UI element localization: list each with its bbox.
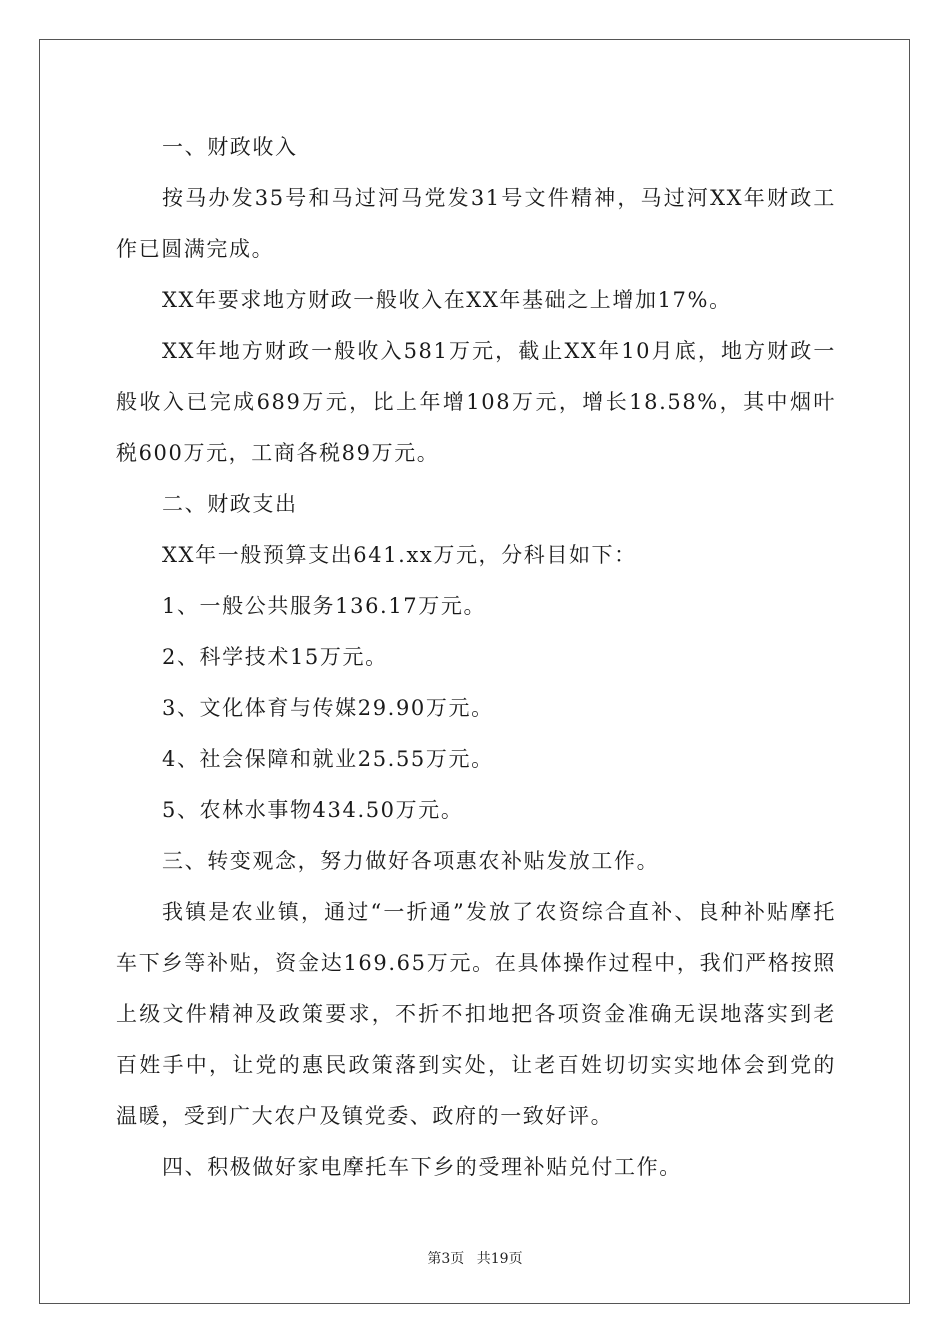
heading-fiscal-revenue: 一、财政收入 <box>162 135 298 159</box>
paragraph: XX年要求地方财政一般收入在XX年基础之上增加17%。 <box>162 288 732 312</box>
heading-appliance-subsidy: 四、积极做好家电摩托车下乡的受理补贴兑付工作。 <box>162 1155 682 1179</box>
list-item: 4、社会保障和就业25.55万元。 <box>162 747 494 771</box>
list-item: 5、农林水事物434.50万元。 <box>162 798 464 822</box>
paragraph: 我镇是农业镇，通过“一折通”发放了农资综合直补、良种补贴摩托车下乡等补贴，资金达169.65万元。在具体操作过程中，我们严格按照上级文件精神及政策要求，不折不扣地把各项资金准确无误地落实到老百姓手中，让党的惠民政策落到实处，让老百姓切切实实地体会到党的温暖，受到广大农户及镇党委、政府的一致好评。 <box>116 900 836 1128</box>
list-item: 1、一般公共服务136.17万元。 <box>162 594 487 618</box>
paragraph: XX年地方财政一般收入581万元，截止XX年10月底，地方财政一般收入已完成689万元，比上年增108万元，增长18.58%，其中烟叶税600万元，工商各税89万元。 <box>116 339 836 465</box>
document-body <box>116 122 836 1193</box>
heading-fiscal-expenditure: 二、财政支出 <box>162 492 298 516</box>
list-item: 3、文化体育与传媒29.90万元。 <box>162 696 494 720</box>
paragraph: 按马办发35号和马过河马党发31号文件精神，马过河XX年财政工作已圆满完成。 <box>116 186 836 261</box>
paragraph: XX年一般预算支出641.xx万元，分科目如下： <box>162 543 637 567</box>
list-item: 2、科学技术15万元。 <box>162 645 388 669</box>
page-total: 共19页 <box>476 1251 523 1267</box>
page-number: 第3页 <box>427 1251 465 1267</box>
heading-subsidy-work: 三、转变观念，努力做好各项惠农补贴发放工作。 <box>162 849 660 873</box>
page-footer <box>0 1248 950 1268</box>
